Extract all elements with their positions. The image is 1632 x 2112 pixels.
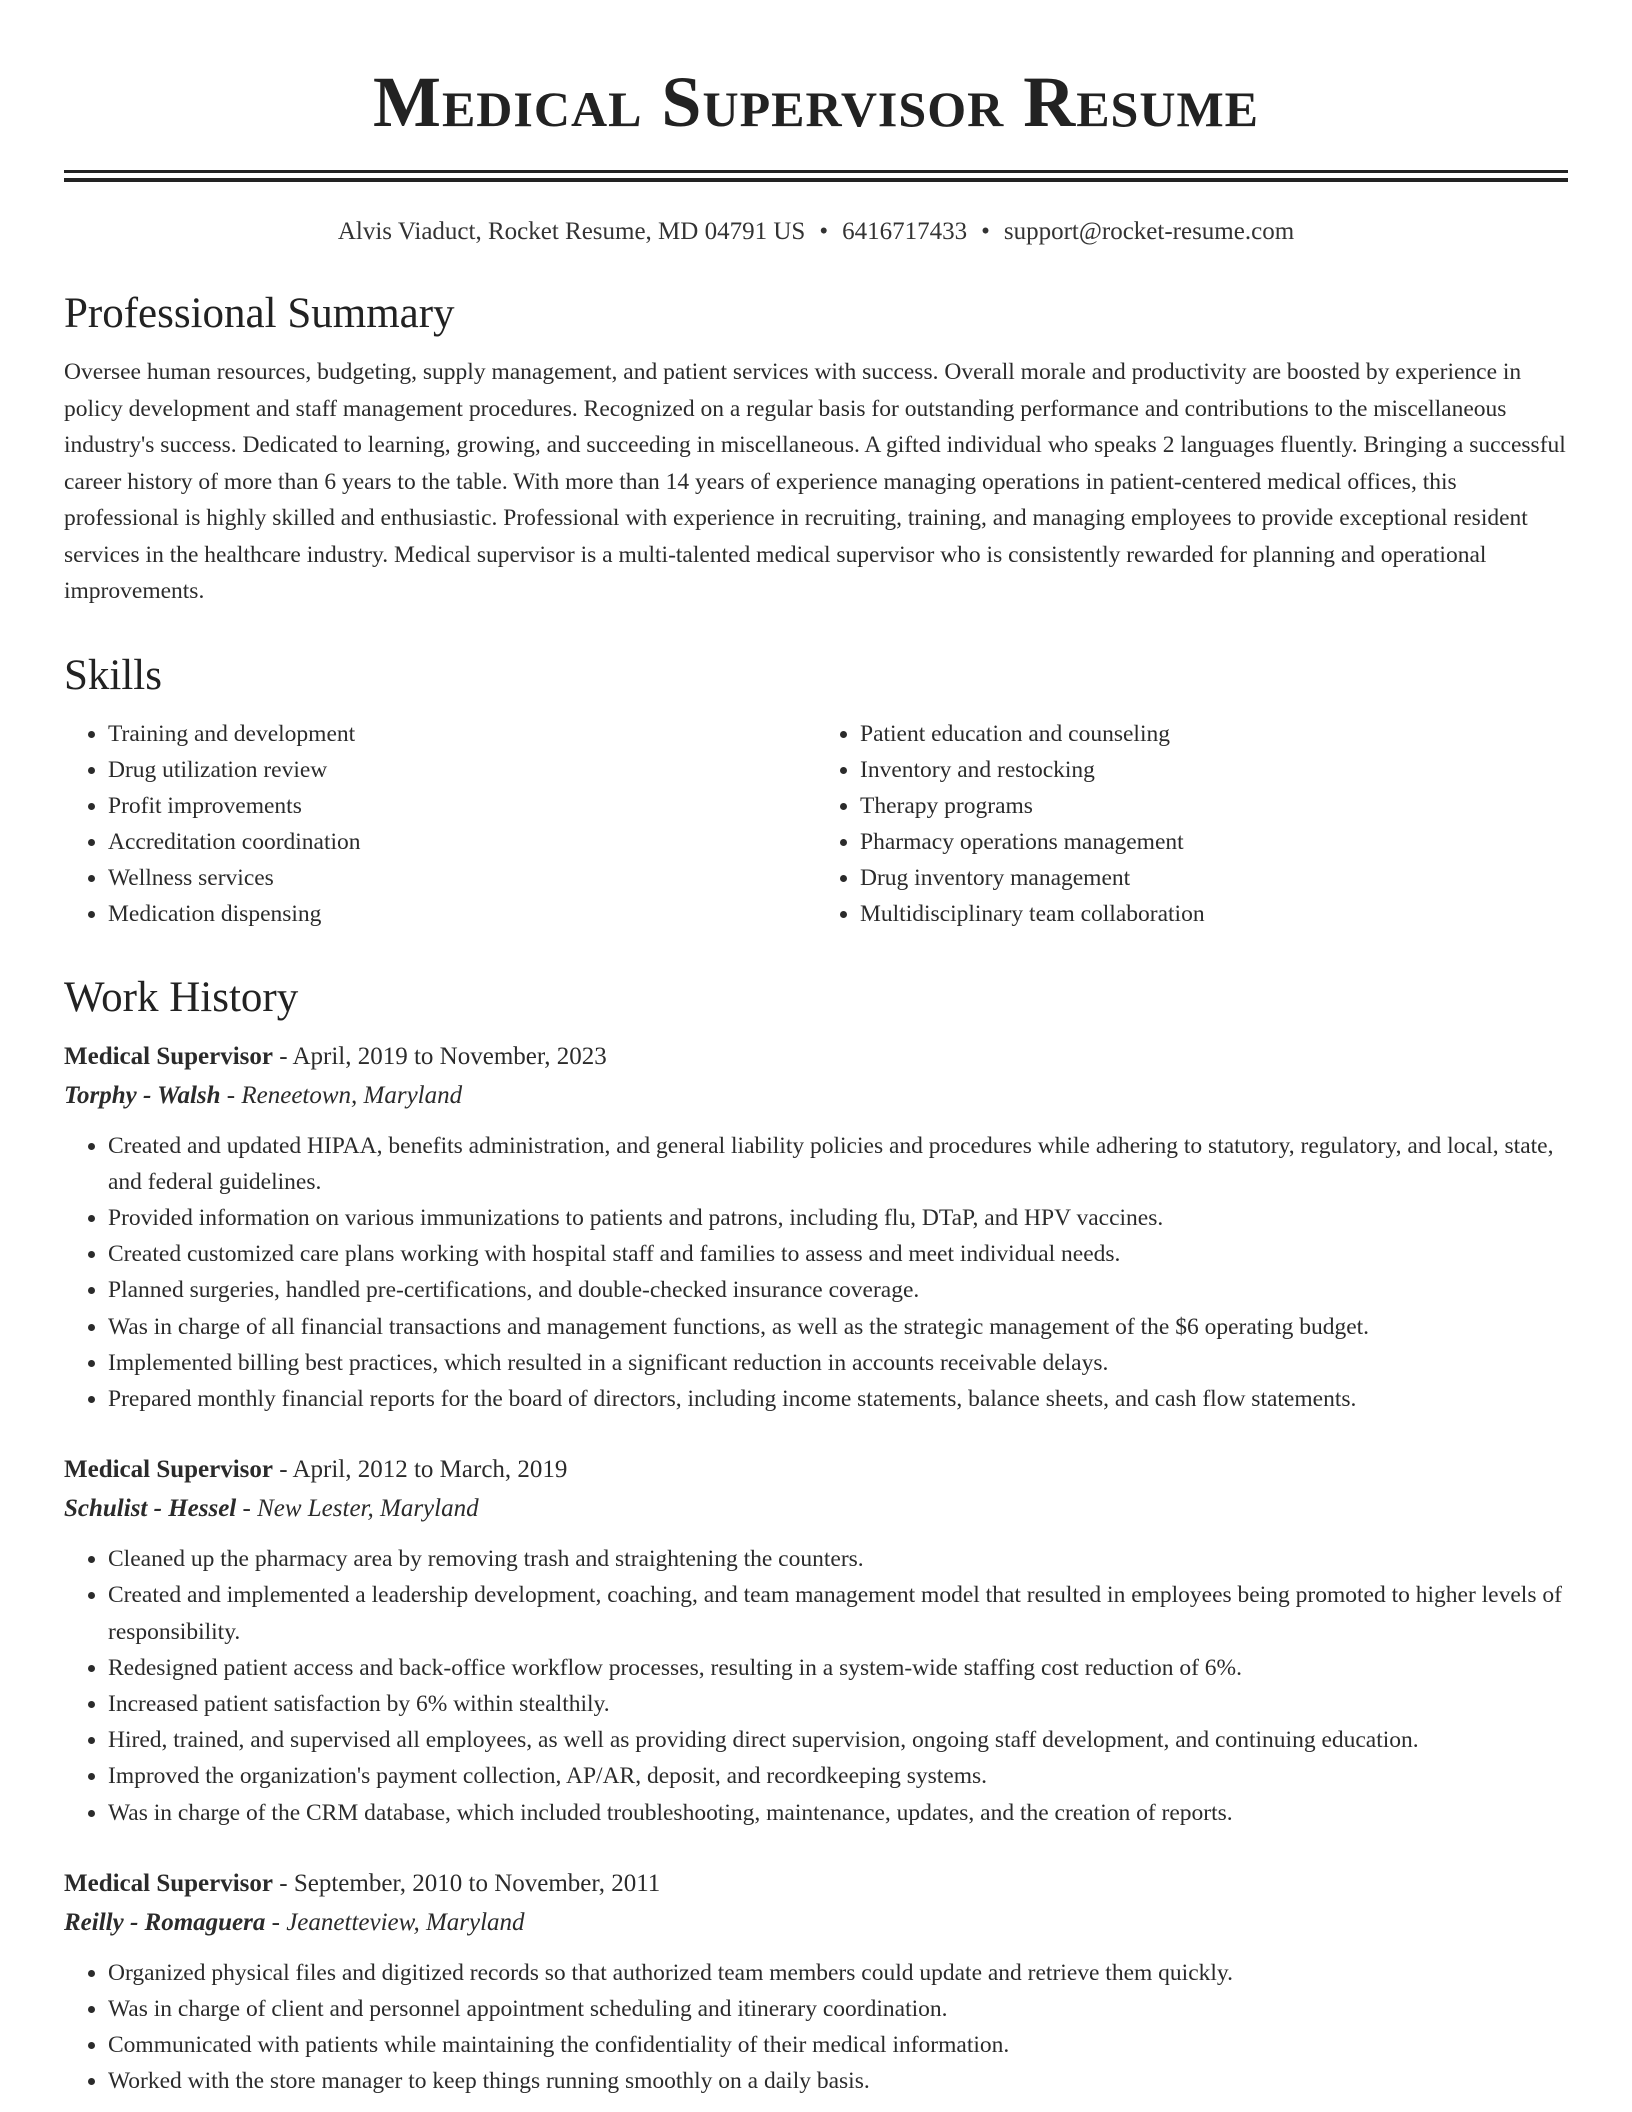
job-company-line: [64, 1903, 1568, 1943]
contact-line: [64, 216, 1568, 248]
job-role: Medical Supervisor: [64, 1042, 274, 1070]
job-bullet: • Planned surgeries, handled pre-certifications, and double-checked insurance coverage.: [108, 1272, 1568, 1308]
work-history-heading: Work History: [64, 973, 299, 1021]
job-bullet: • Cleaned up the pharmacy area by removing trash and straightening the counters.: [108, 1541, 1568, 1577]
skill-item: • Accreditation coordination: [108, 824, 816, 860]
job-bullets: [64, 1955, 1568, 2100]
job-bullet: • Provided information on various immunizations to patients and patrons, including flu, DTaP, and HPV vaccines.: [108, 1200, 1568, 1236]
skill-item: • Medication dispensing: [108, 896, 816, 932]
job-bullet: • Hired, trained, and supervised all employees, as well as providing direct supervision, ongoing staff development, and continuing education.: [108, 1722, 1568, 1758]
job-title-line: [64, 1865, 1568, 1903]
job-company: Torphy - Walsh: [64, 1081, 221, 1109]
job-location: - Jeanetteview, Maryland: [265, 1908, 525, 1936]
job-role: Medical Supervisor: [64, 1456, 274, 1484]
job-bullet: • Increased patient satisfaction by 6% within stealthily.: [108, 1686, 1568, 1722]
job-bullet: • Created and implemented a leadership development, coaching, and team management model that resulted in employees being promoted to higher levels of responsibility.: [108, 1577, 1568, 1649]
skills-list: [64, 716, 1568, 932]
skill-item: • Therapy programs: [860, 788, 1568, 824]
job-entry: [64, 1451, 1568, 1831]
skill-item: • Wellness services: [108, 860, 816, 896]
job-company-line: [64, 1076, 1568, 1116]
contact-phone: 6416717433: [842, 218, 968, 245]
title-rule-bottom: [64, 178, 1568, 182]
job-bullet: • Was in charge of all financial transactions and management functions, as well as the strategic management of the $6 operating budget.: [108, 1309, 1568, 1345]
skill-item: • Drug inventory management: [860, 860, 1568, 896]
job-dates: - September, 2010 to November, 2011: [273, 1869, 661, 1897]
page-title: Medical Supervisor Resume: [372, 62, 1259, 142]
contact-separator: •: [981, 218, 990, 245]
job-bullet: • Communicated with patients while maintaining the confidentiality of their medical information.: [108, 2027, 1568, 2063]
job-dates: - April, 2012 to March, 2019: [273, 1456, 568, 1484]
job-bullet: • Improved the organization's payment collection, AP/AR, deposit, and recordkeeping systems.: [108, 1758, 1568, 1794]
job-bullets: [64, 1541, 1568, 1831]
job-location: - New Lester, Maryland: [236, 1495, 479, 1523]
job-bullet: • Created customized care plans working with hospital staff and families to assess and meet individual needs.: [108, 1236, 1568, 1272]
skill-item: • Training and development: [108, 716, 816, 752]
job-bullet: • Was in charge of client and personnel appointment scheduling and itinerary coordination.: [108, 1991, 1568, 2027]
skill-item: • Drug utilization review: [108, 752, 816, 788]
skill-item: • Inventory and restocking: [860, 752, 1568, 788]
job-bullets: [64, 1128, 1568, 1418]
contact-separator: •: [819, 218, 829, 245]
job-location: - Reneetown, Maryland: [220, 1081, 463, 1109]
skill-item: • Patient education and counseling: [860, 716, 1568, 752]
skills-column-left: [64, 716, 816, 932]
job-bullet: • Redesigned patient access and back-office workflow processes, resulting in a system-wide staffing cost reduction of 6%.: [108, 1650, 1568, 1686]
title-rule-top: [64, 170, 1568, 173]
skills-column-right: [816, 716, 1568, 932]
skill-item: • Multidisciplinary team collaboration: [860, 896, 1568, 932]
job-role: Medical Supervisor: [64, 1869, 274, 1897]
job-bullet: • Organized physical files and digitized records so that authorized team members could update and retrieve them quickly.: [108, 1955, 1568, 1991]
contact-email: support@rocket-resume.com: [1003, 218, 1295, 245]
job-title-line: [64, 1038, 1568, 1076]
contact-address: Alvis Viaduct, Rocket Resume, MD 04791 US: [337, 218, 806, 245]
job-company: Schulist - Hessel: [64, 1495, 237, 1523]
skill-item: • Profit improvements: [108, 788, 816, 824]
job-bullet: • Worked with the store manager to keep things running smoothly on a daily basis.: [108, 2063, 1568, 2099]
job-company: Reilly - Romaguera: [64, 1908, 266, 1936]
summary-text: Oversee human resources, budgeting, supply management, and patient services with success. Overall morale and productivity are boosted by experience in policy development and staff management procedures. Recognized on a regular basis for outstanding performance and contributions to the miscellaneous industry's success. Dedicated to learning, growing, and succeeding in miscellaneous. A gifted individual who speaks 2 languages fluently. Bringing a successful career history of more than 6 years to the table. With more than 14 years of experience managing operations in patient-centered medical offices, this professional is highly skilled and enthusiastic. Professional with experience in recruiting, training, and managing employees to provide exceptional resident services in the healthcare industry. Medical supervisor is a multi-talented medical supervisor who is consistently rewarded for planning and operational improvements.: [64, 359, 1566, 604]
job-bullet: • Created and updated HIPAA, benefits administration, and general liability policies and procedures while adhering to statutory, regulatory, and local, state, and federal guidelines.: [108, 1128, 1568, 1200]
skill-item: • Pharmacy operations management: [860, 824, 1568, 860]
job-company-line: [64, 1489, 1568, 1529]
job-dates: - April, 2019 to November, 2023: [273, 1042, 607, 1070]
summary-heading: Professional Summary: [64, 290, 455, 337]
job-entry: [64, 1865, 1568, 2100]
skills-heading: Skills: [64, 651, 162, 699]
job-entry: [64, 1038, 1568, 1418]
job-title-line: [64, 1451, 1568, 1489]
job-bullet: • Implemented billing best practices, which resulted in a significant reduction in accounts receivable delays.: [108, 1345, 1568, 1381]
job-bullet: • Prepared monthly financial reports for the board of directors, including income statements, balance sheets, and cash flow statements.: [108, 1381, 1568, 1417]
job-bullet: • Was in charge of the CRM database, which included troubleshooting, maintenance, updates, and the creation of reports.: [108, 1795, 1568, 1831]
